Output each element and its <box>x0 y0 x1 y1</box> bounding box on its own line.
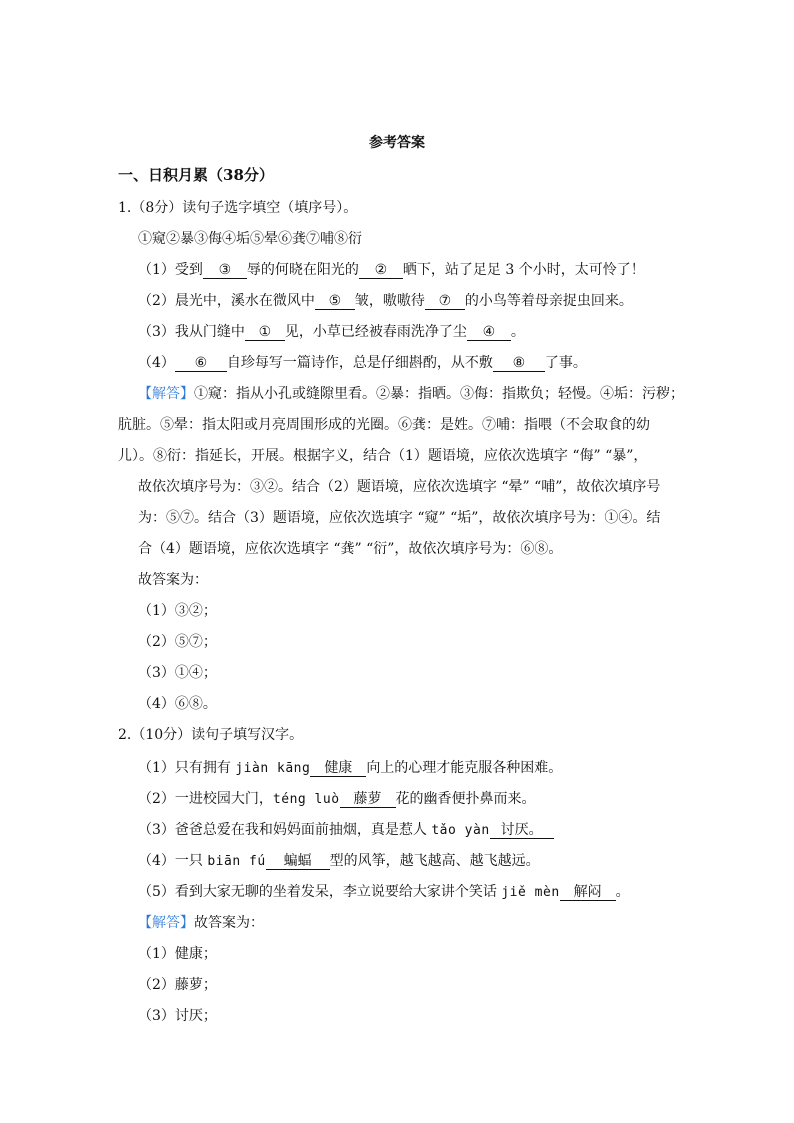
answer-blank: 蝙蝠 <box>266 853 330 870</box>
pinyin: jiě mèn <box>501 885 560 900</box>
q1-analysis-line-6: 合（4）题语境，应依次选填字 “龚” “衍”，故依次填序号为：⑥⑧。 <box>138 541 563 557</box>
answer-blank: 藤萝 <box>340 791 396 808</box>
answer-blank: ① <box>245 324 285 341</box>
answer-blank: ④ <box>467 324 511 341</box>
answer-blank: ⑦ <box>425 293 465 310</box>
q1-analysis-line-4: 故依次填序号为：③②。结合（2）题语境，应依次选填字 “晕” “哺”，故依次填序号 <box>138 479 661 495</box>
answer-blank: ⑤ <box>315 293 355 310</box>
q2-sentence-1: （1）只有拥有 jiàn kāng 健康 向上的心理才能克服各种困难。 <box>138 760 563 776</box>
q2-sentence-4: （4）一只 biān fú 蝙蝠 型的风筝，越飞越高、越飞越远。 <box>138 853 540 869</box>
q1-sentence-2: （2）晨光中，溪水在微风中 ⑤ 皱，嗷嗷待 ⑦ 的小鸟等着母亲捉虫回来。 <box>138 293 633 309</box>
q2-sentence-5: （5）看到大家无聊的坐着发呆，李立说要给大家讲个笑话 jiě mèn 解闷 。 <box>138 884 630 900</box>
page-title: 参考答案 <box>369 135 425 151</box>
q2-sentence-3: （3）爸爸总爱在我和妈妈面前抽烟，真是惹人 tǎo yàn 讨厌。 <box>138 820 554 841</box>
q1-answer-3: （3）①④； <box>138 665 217 681</box>
pinyin: téng luò <box>272 792 340 807</box>
answer-blank: ③ <box>203 262 247 279</box>
pinyin: biān fú <box>207 854 266 869</box>
q1-answer-2: （2）⑤⑦； <box>138 634 217 650</box>
q1-analysis-line-3: 儿）。⑧衍：指延长，开展。根据字义，结合（1）题语境，应依次选填字 “侮” “暴”， <box>118 448 648 464</box>
pinyin: tǎo yàn <box>431 823 490 838</box>
q1-analysis-line-5: 为：⑤⑦。结合（3）题语境，应依次选填字 “窥” “垢”，故依次填序号为：①④。结 <box>138 510 661 526</box>
q1-analysis-line-2: 肮脏。⑤晕：指太阳或月亮周围形成的光圈。⑥龚：是姓。⑦哺：指喂（不会取食的幼 <box>118 417 650 433</box>
pinyin: jiàn kāng <box>235 761 311 776</box>
question-1-heading: 1.（8分）读句子选字填空（填序号）。 <box>118 200 358 216</box>
answer-blank: ⑥ <box>175 355 227 372</box>
answer-blank: 解闷 <box>560 884 616 901</box>
q1-answer-4: （4）⑥⑧。 <box>138 696 217 712</box>
answer-blank: ⑧ <box>493 355 545 372</box>
q2-answer-1: （1）健康； <box>138 946 217 962</box>
q1-answer-1: （1）③②； <box>138 603 217 619</box>
q2-answer-2: （2）藤萝； <box>138 977 217 993</box>
q1-answers-lead: 故答案为： <box>138 572 208 588</box>
answer-blank: ② <box>359 262 403 279</box>
question-1-options: ①窥②暴③侮④垢⑤晕⑥龚⑦哺⑧衍 <box>138 231 362 247</box>
question-2-heading: 2.（10分）读句子填写汉字。 <box>118 727 304 743</box>
section-heading: 一、日积月累（38分） <box>118 166 274 184</box>
answer-tag: 【解答】 <box>138 915 194 931</box>
q1-sentence-3: （3）我从门缝中 ① 见，小草已经被春雨洗净了尘 ④ 。 <box>138 324 525 340</box>
q1-sentence-1: （1）受到 ③ 辱的何晓在阳光的 ② 晒下，站了足足 3 个小时，太可怜了！ <box>138 262 645 278</box>
answer-blank: 健康 <box>310 760 366 777</box>
q1-analysis-line-1: 【解答】①窥：指从小孔或缝隙里看。②暴：指晒。③侮：指欺负；轻慢。④垢：污秽； <box>138 386 684 402</box>
answer-tag: 【解答】 <box>138 386 194 402</box>
q1-sentence-4: （4） ⑥ 自珍每写一篇诗作，总是仔细斟酌，从不敷 ⑧ 了事。 <box>138 355 587 371</box>
answer-blank: 讨厌。 <box>490 822 554 839</box>
q2-answers-lead-line: 【解答】故答案为： <box>138 915 264 931</box>
q2-sentence-2: （2）一进校园大门，téng luò 藤萝 花的幽香便扑鼻而来。 <box>138 791 536 807</box>
q2-answer-3: （3）讨厌； <box>138 1008 217 1024</box>
